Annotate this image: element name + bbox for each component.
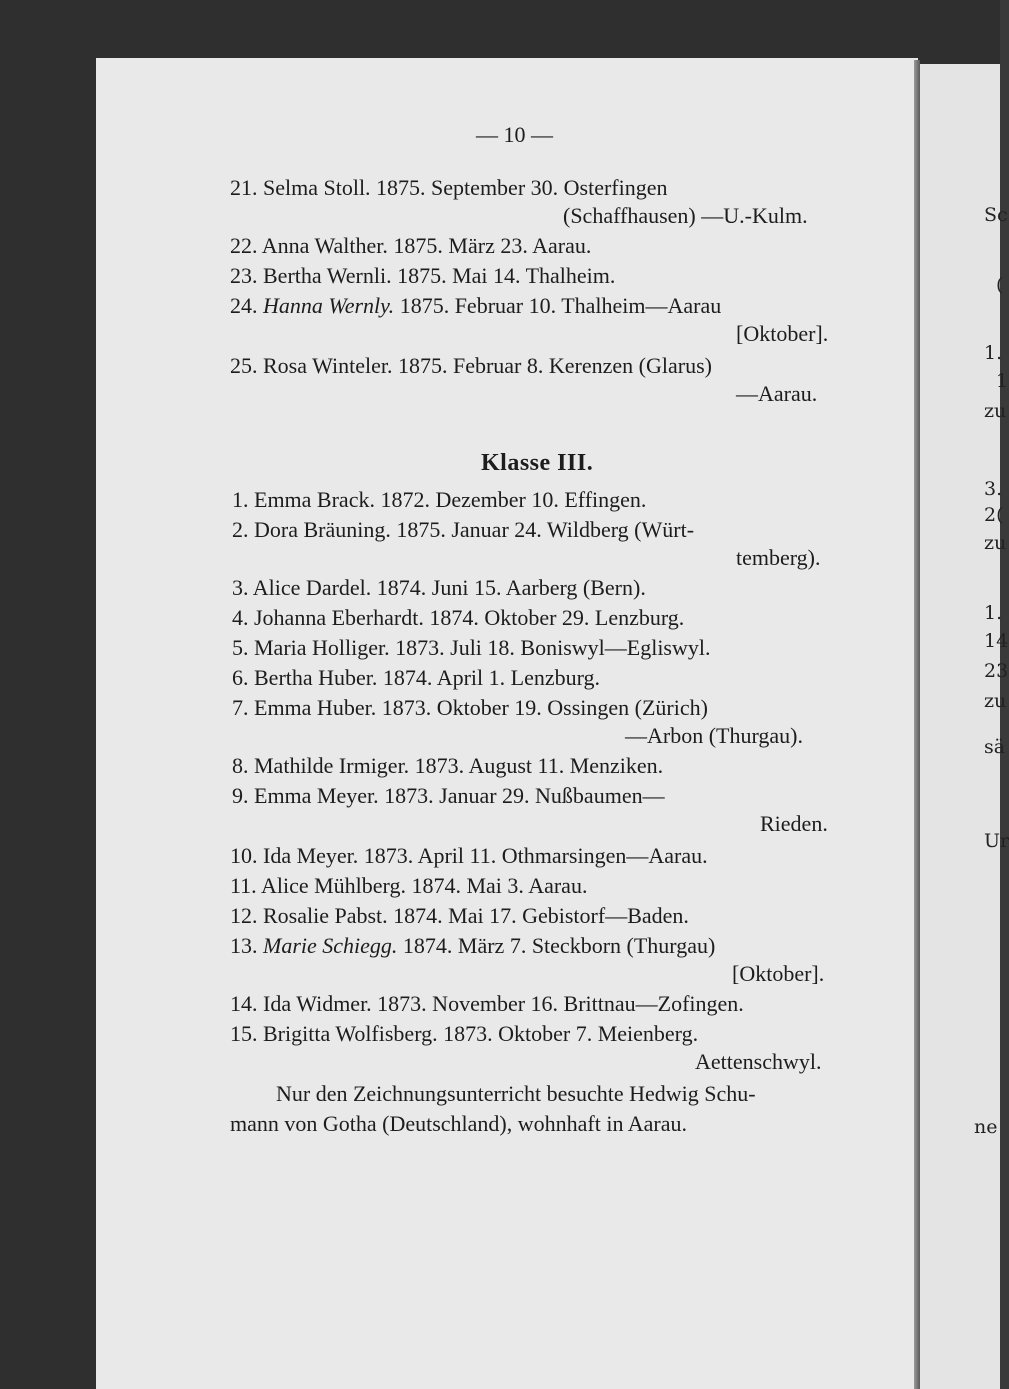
list-line: 25. Rosa Winteler. 1875. Februar 8. Kerenzen (Glarus) [230,353,712,378]
list-line: 5. Maria Holliger. 1873. Juli 18. Boniswyl—Egliswyl. [232,635,711,660]
list-line: temberg). [736,545,821,570]
next-page-fragment: 14 [984,630,1009,652]
list-line: 6. Bertha Huber. 1874. April 1. Lenzburg. [232,665,601,690]
next-page-fragment: 3. [984,478,1003,500]
next-page-fragment: 1. [984,342,1003,364]
list-line: 11. Alice Mühlberg. 1874. Mai 3. Aarau. [230,873,588,898]
list-line: —Aarau. [736,381,818,406]
list-line: 7. Emma Huber. 1873. Oktober 19. Ossingen (Zürich) [232,695,708,720]
next-page-fragment: 2( [984,504,1004,526]
list-line: 24. Hanna Wernly. 1875. Februar 10. Thalheim—Aarau [230,293,722,318]
list-line: 10. Ida Meyer. 1873. April 11. Othmarsingen—Aarau. [230,843,708,868]
list-line: 12. Rosalie Pabst. 1874. Mai 17. Gebistorf—Baden. [230,903,689,928]
next-page-fragment: 1 [996,370,1009,392]
list-line: (Schaffhausen) —U.-Kulm. [563,203,808,228]
list-line: 9. Emma Meyer. 1873. Januar 29. Nußbaumen— [232,783,665,808]
list-line: 14. Ida Widmer. 1873. November 16. Brittnau—Zofingen. [230,991,744,1016]
list-line: [Oktober]. [736,321,829,346]
list-line: Aettenschwyl. [695,1049,822,1074]
list-line: 13. Marie Schiegg. 1874. März 7. Steckborn (Thurgau) [230,933,716,958]
list-line: —Arbon (Thurgau). [625,723,803,748]
list-line: 3. Alice Dardel. 1874. Juni 15. Aarberg (Bern). [232,575,646,600]
list-line: 4. Johanna Eberhardt. 1874. Oktober 29. Lenzburg. [232,605,685,630]
next-page-fragment: 1. [984,602,1003,624]
list-line: 15. Brigitta Wolfisberg. 1873. Oktober 7. Meienberg. [230,1021,699,1046]
page-number: — 10 — [476,122,553,147]
list-line: 2. Dora Bräuning. 1875. Januar 24. Wildberg (Würt- [232,517,695,542]
next-page-fragment: 23 [984,660,1009,682]
next-page-fragment: sä [984,736,1006,758]
next-page-fragment: zu [984,532,1007,554]
next-page-fragment: zu [984,400,1007,422]
next-page-fragment: Ur [984,830,1009,852]
class-heading: Klasse III. [481,450,594,476]
list-line: Rieden. [760,811,828,836]
list-line: 22. Anna Walther. 1875. März 23. Aarau. [230,233,592,258]
list-line: [Oktober]. [732,961,825,986]
list-line: 1. Emma Brack. 1872. Dezember 10. Effingen. [232,487,647,512]
next-page-fragment: ne [974,1116,998,1138]
next-page-fragment: zu [984,690,1007,712]
list-line: 23. Bertha Wernli. 1875. Mai 14. Thalheim. [230,263,616,288]
list-line: Nur den Zeichnungsunterricht besuchte Hedwig Schu- [276,1081,756,1106]
next-page-edge [920,64,1009,1389]
list-line: 8. Mathilde Irmiger. 1873. August 11. Menziken. [232,753,664,778]
list-line: 21. Selma Stoll. 1875. September 30. Osterfingen [230,175,668,200]
list-line: mann von Gotha (Deutschland), wohnhaft in Aarau. [230,1111,687,1136]
next-page-fragment: Sc [984,204,1008,226]
next-page-fragment: ( [996,274,1004,296]
